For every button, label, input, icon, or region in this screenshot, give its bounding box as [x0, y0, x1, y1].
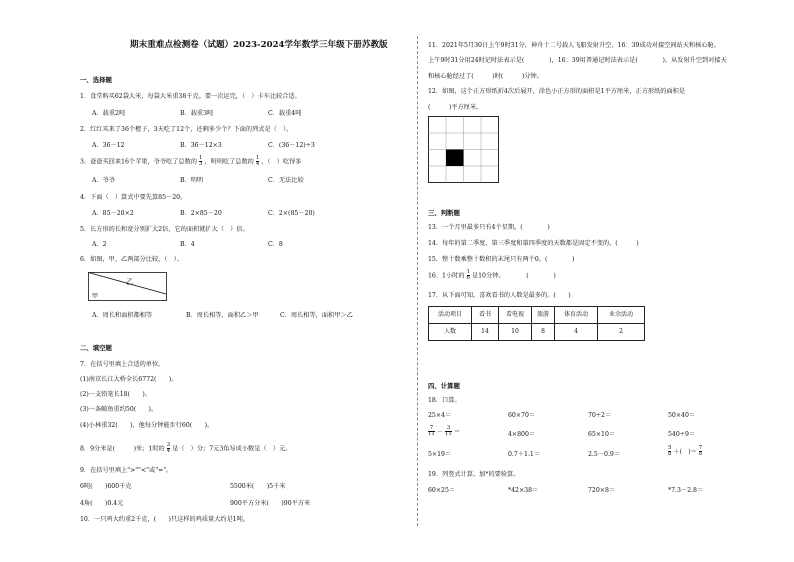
q3-option-b: B．明明: [180, 177, 204, 184]
q6-label-yi: 乙: [126, 278, 133, 286]
q4-option-c: C．2×(85－20): [268, 210, 315, 217]
calc-6: 4×800＝: [508, 431, 536, 438]
calc-15: 720×8＝: [588, 487, 616, 494]
column-divider: [417, 36, 419, 526]
q12-square-grid: [428, 116, 500, 184]
table-cell: 看电视: [499, 307, 532, 324]
table-cell: 4: [555, 324, 598, 341]
q17-text: 17．从下面可知，喜欢看书的人数是最多的。( ): [428, 292, 571, 299]
calc-9: 5×19＝: [428, 451, 452, 458]
q2-option-b: B．36－12×3: [180, 142, 222, 149]
calc-4: 50×40＝: [668, 412, 696, 419]
table-cell: 人数: [429, 324, 472, 341]
calc-2: 60×70＝: [508, 412, 536, 419]
q2-option-c: C．(36－12)÷3: [268, 142, 315, 149]
q5-option-c: C．8: [268, 241, 283, 248]
q6-option-a: A．周长和面积都相等: [92, 312, 153, 319]
q13-text: 13．一个月里最多只有4个星期。( ): [428, 224, 550, 231]
section-choice: 一、选择题: [80, 76, 112, 84]
calc-1: 25×4＝: [428, 412, 452, 419]
q12-line-1: 12．如图，这个正方形纸折4次后展开，涂色小正方形的面积是1平方厘米，正方形纸的面积是: [428, 88, 686, 95]
table-cell: 看书: [472, 307, 499, 324]
q1-text: 1．食堂购买62袋大米，每袋大米重38千克。要一次运完，（ ）卡车比较合适。: [80, 93, 301, 100]
q11-line-3: 和核心舱经过了( )时( )分钟。: [428, 73, 543, 80]
calc-14: *42×38＝: [508, 487, 539, 494]
calc-3: 70÷2＝: [588, 412, 612, 419]
q1-option-b: B．载重3吨: [180, 110, 214, 117]
q14-text: 14．每年的第二季度、第三季度和第四季度的天数都是固定不变的。( ): [428, 240, 639, 247]
q8-text: 8．9分米是( )米；1时的 $\frac{3}{4}$ 是（ ）分；7元3角写成小数是（ ）元。: [80, 442, 292, 455]
section-calc: 四、计算题: [428, 382, 460, 390]
page-title: 期末重难点检测卷（试题）2023-2024学年数学三年级下册苏教版: [130, 40, 388, 50]
section-fill: 二、填空题: [80, 344, 112, 352]
shaded-square: [446, 150, 464, 167]
q6-option-b: B．周长相等，面积乙＞甲: [186, 312, 259, 319]
table-cell: 8: [532, 324, 555, 341]
q6-option-c: C．周长相等，面积甲＞乙: [280, 312, 353, 319]
q3-option-a: A．爷爷: [92, 177, 116, 184]
table-cell: 10: [499, 324, 532, 341]
q9-text: 9．在括号里填上">""<"或"="。: [80, 467, 173, 474]
table-cell: 业余活动: [598, 307, 645, 324]
activity-table: [428, 306, 645, 341]
q11-line-2: 上午9时31分用24时记时法表示是( )，16：39用普通记时法表示是( )。从发射升空到对接天: [428, 57, 727, 64]
table-row: [429, 324, 645, 341]
calc-5: $\frac{7}{11}$ － $\frac{3}{11}$ ＝: [428, 425, 460, 438]
q11-line-1: 11．2021年5月30日上午9时31分，神舟十二号载人飞船发射升空，16：39成功对接空间站天和核心舱。: [428, 42, 720, 49]
q7-item-4: (4)小林重32( )，他每分钟能步行60( )。: [80, 422, 214, 429]
q3-text: 3．爸爸买回来16个苹果，爷爷吃了总数的 $\frac{1}{3}$ ，明明吃了总数的 $\frac{1}{4}$ ，（ ）吃得多: [80, 155, 302, 168]
calc-11: 2.5－0.9＝: [588, 451, 621, 458]
q4-option-a: A．85－20×2: [92, 210, 134, 217]
q4-option-b: B．2×85－20: [180, 210, 222, 217]
q7-text: 7．在括号里填上合适的单位。: [80, 361, 165, 368]
q10-text: 10．一只鸡大约重2千克，( )只这样的鸡质量大约是1吨。: [80, 516, 250, 523]
q1-option-a: A．载重2吨: [92, 110, 126, 117]
q9-item-4: 900平方分米( )90平方米: [230, 500, 311, 507]
q16-text: 16．1小时的 $\frac{1}{6}$ 是10分钟。 ( ): [428, 269, 556, 282]
q6-label-jia: 甲: [92, 293, 99, 300]
q9-item-1: 6吨( )600千克: [80, 483, 132, 490]
calc-16: *7.3－2.8＝: [668, 487, 704, 494]
q7-item-1: (1)南京长江大桥全长6772( )。: [80, 376, 178, 383]
q12-line-2: ( )平方厘米。: [428, 104, 483, 111]
q9-item-2: 5500米( )5千米: [230, 483, 286, 490]
q1-option-c: C．载重4吨: [268, 110, 302, 117]
calc-13: 60×25＝: [428, 487, 456, 494]
calc-8: 540÷9＝: [668, 431, 696, 438]
calc-10: 0.7＋1.1＝: [508, 451, 541, 458]
q3-option-c: C．无法比较: [268, 177, 304, 184]
calc-7: 65×10＝: [588, 431, 616, 438]
table-cell: 旅游: [532, 307, 555, 324]
section-judge: 三、判断题: [428, 209, 460, 217]
q6-figure: [88, 272, 168, 302]
q2-option-a: A．36－12: [92, 142, 125, 149]
q4-text: 4．下面（ ）算式中要先算85－20。: [80, 194, 187, 201]
q5-option-a: A．2: [92, 241, 107, 248]
table-cell: 14: [472, 324, 499, 341]
q7-item-3: (3)一条鲸鱼重约50( )。: [80, 406, 158, 413]
q5-option-b: B．4: [180, 241, 195, 248]
q6-text: 6．如图，甲、乙两部分比较，（ ）。: [80, 256, 183, 263]
table-cell: 2: [598, 324, 645, 341]
table-cell: 活动项目: [429, 307, 472, 324]
q9-item-3: 4角( )0.4元: [80, 500, 124, 507]
q19-text: 19．列竖式计算，加*的要验算。: [428, 471, 520, 478]
q15-text: 15．整十数乘整十数积的末尾只有两个0。( ): [428, 256, 575, 263]
table-cell: 体育活动: [555, 307, 598, 324]
q5-text: 5．长方形的长和宽分别扩大2倍，它的面积就扩大（ ）倍。: [80, 226, 249, 233]
q7-item-2: (2)一支铅笔长18( )。: [80, 391, 151, 398]
q18-text: 18．口算。: [428, 397, 461, 404]
table-row: [429, 307, 645, 324]
q2-text: 2．红红买来了36个橙子，3天吃了12个，还剩多少个？下面的列式是（ ）。: [80, 126, 293, 133]
calc-12: $\frac{5}{8}$ ＋( )＝ $\frac{7}{8}$: [668, 445, 703, 458]
